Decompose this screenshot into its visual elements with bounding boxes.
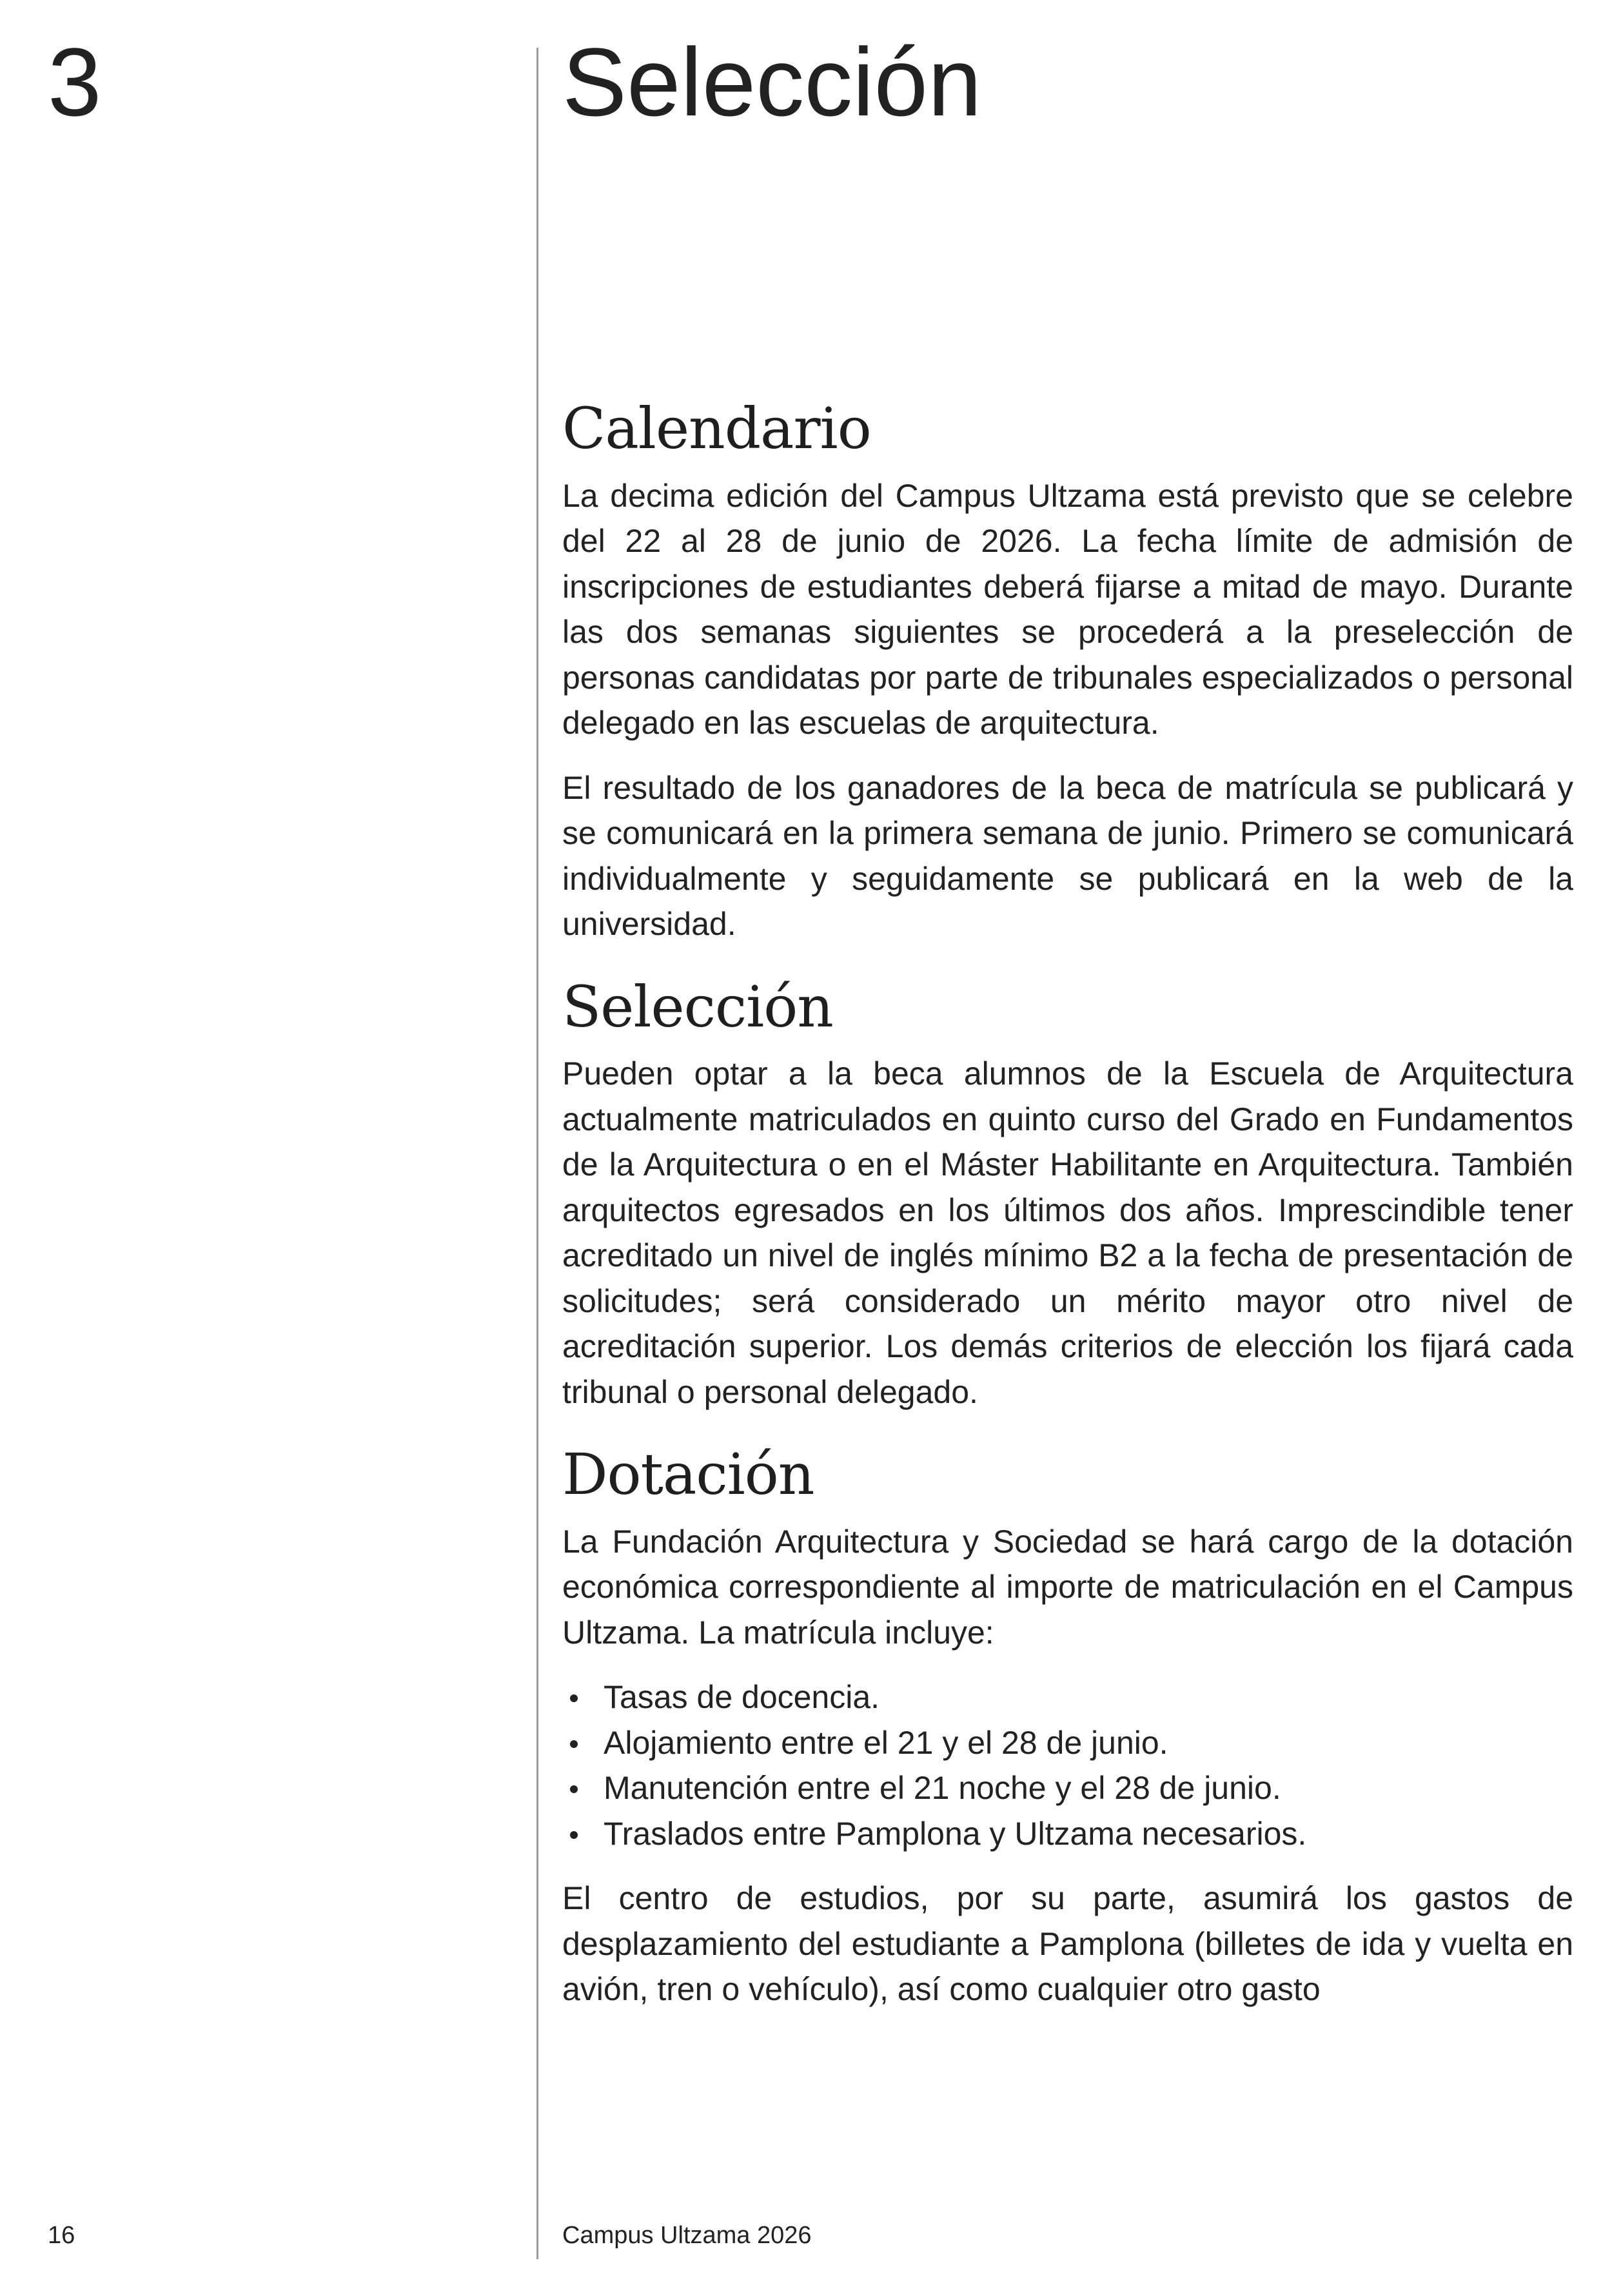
page-title: Selección xyxy=(562,28,982,136)
chapter-number: 3 xyxy=(48,28,102,136)
section-heading-seleccion: Selección xyxy=(562,973,833,1040)
page-number: 16 xyxy=(48,2222,75,2249)
vertical-divider xyxy=(536,48,538,2259)
dotacion-paragraph-2: El centro de estudios, por su parte, asumirá los gastos de desplazamiento del estudiante a Pamplona (billetes de ida y vuelta en avión, tren o vehículo), así como cualquier otro gasto xyxy=(562,1880,1573,2008)
bullet-icon xyxy=(570,1694,578,1702)
footer-publication-title: Campus Ultzama 2026 xyxy=(562,2222,812,2249)
bullet-icon xyxy=(570,1740,578,1748)
dotacion-paragraph-1: La Fundación Arquitectura y Sociedad se hará cargo de la dotación económica correspondiente al importe de matriculación en el Campus Ultzama. La matrícula incluye: xyxy=(562,1523,1573,1651)
section-seleccion xyxy=(562,973,1573,1415)
list-item-text: Tasas de docencia. xyxy=(604,1679,880,1716)
list-item-text: Manutención entre el 21 noche y el 28 de junio. xyxy=(604,1770,1281,1807)
bullet-icon xyxy=(570,1785,578,1793)
section-heading-calendario: Calendario xyxy=(562,395,871,462)
list-item-text: Alojamiento entre el 21 y el 28 de junio. xyxy=(604,1724,1168,1761)
section-dotacion xyxy=(562,1440,1573,2012)
section-heading-dotacion: Dotación xyxy=(562,1441,814,1508)
list-item xyxy=(562,1765,1573,1811)
calendario-paragraph-1: La decima edición del Campus Ultzama está previsto que se celebre del 22 al 28 de junio de 2026. La fecha límite de admisión de inscripciones de estudiantes deberá fijarse a mitad de mayo. Durante las dos semanas siguientes se procederá a la preselección de personas candidatas por parte de tribunales especializados o personal delegado en las escuelas de arquitectura. xyxy=(562,477,1573,741)
list-item-text: Traslados entre Pamplona y Ultzama necesarios. xyxy=(604,1815,1307,1852)
section-calendario xyxy=(562,395,1573,947)
list-item xyxy=(562,1811,1573,1857)
seleccion-paragraph-1: Pueden optar a la beca alumnos de la Escuela de Arquitectura actualmente matriculados en quinto curso del Grado en Fundamentos de la Arquitectura o en el Máster Habilitante en Arquitectura. También arquitectos egresados en los últimos dos años. Imprescindible tener acreditado un nivel de inglés mínimo B2 a la fecha de presentación de solicitudes; será considerado un mérito mayor otro nivel de acreditación superior. Los demás criterios de elección los fijará cada tribunal o personal delegado. xyxy=(562,1055,1573,1410)
bullet-icon xyxy=(570,1831,578,1839)
main-content xyxy=(562,395,1573,2032)
list-item xyxy=(562,1674,1573,1720)
calendario-paragraph-2: El resultado de los ganadores de la beca de matrícula se publicará y se comunicará en la primera semana de junio. Primero se comunicará individualmente y seguidamente se publicará en la web de la universidad. xyxy=(562,769,1573,943)
list-item xyxy=(562,1720,1573,1766)
dotacion-bullet-list xyxy=(562,1674,1573,1856)
